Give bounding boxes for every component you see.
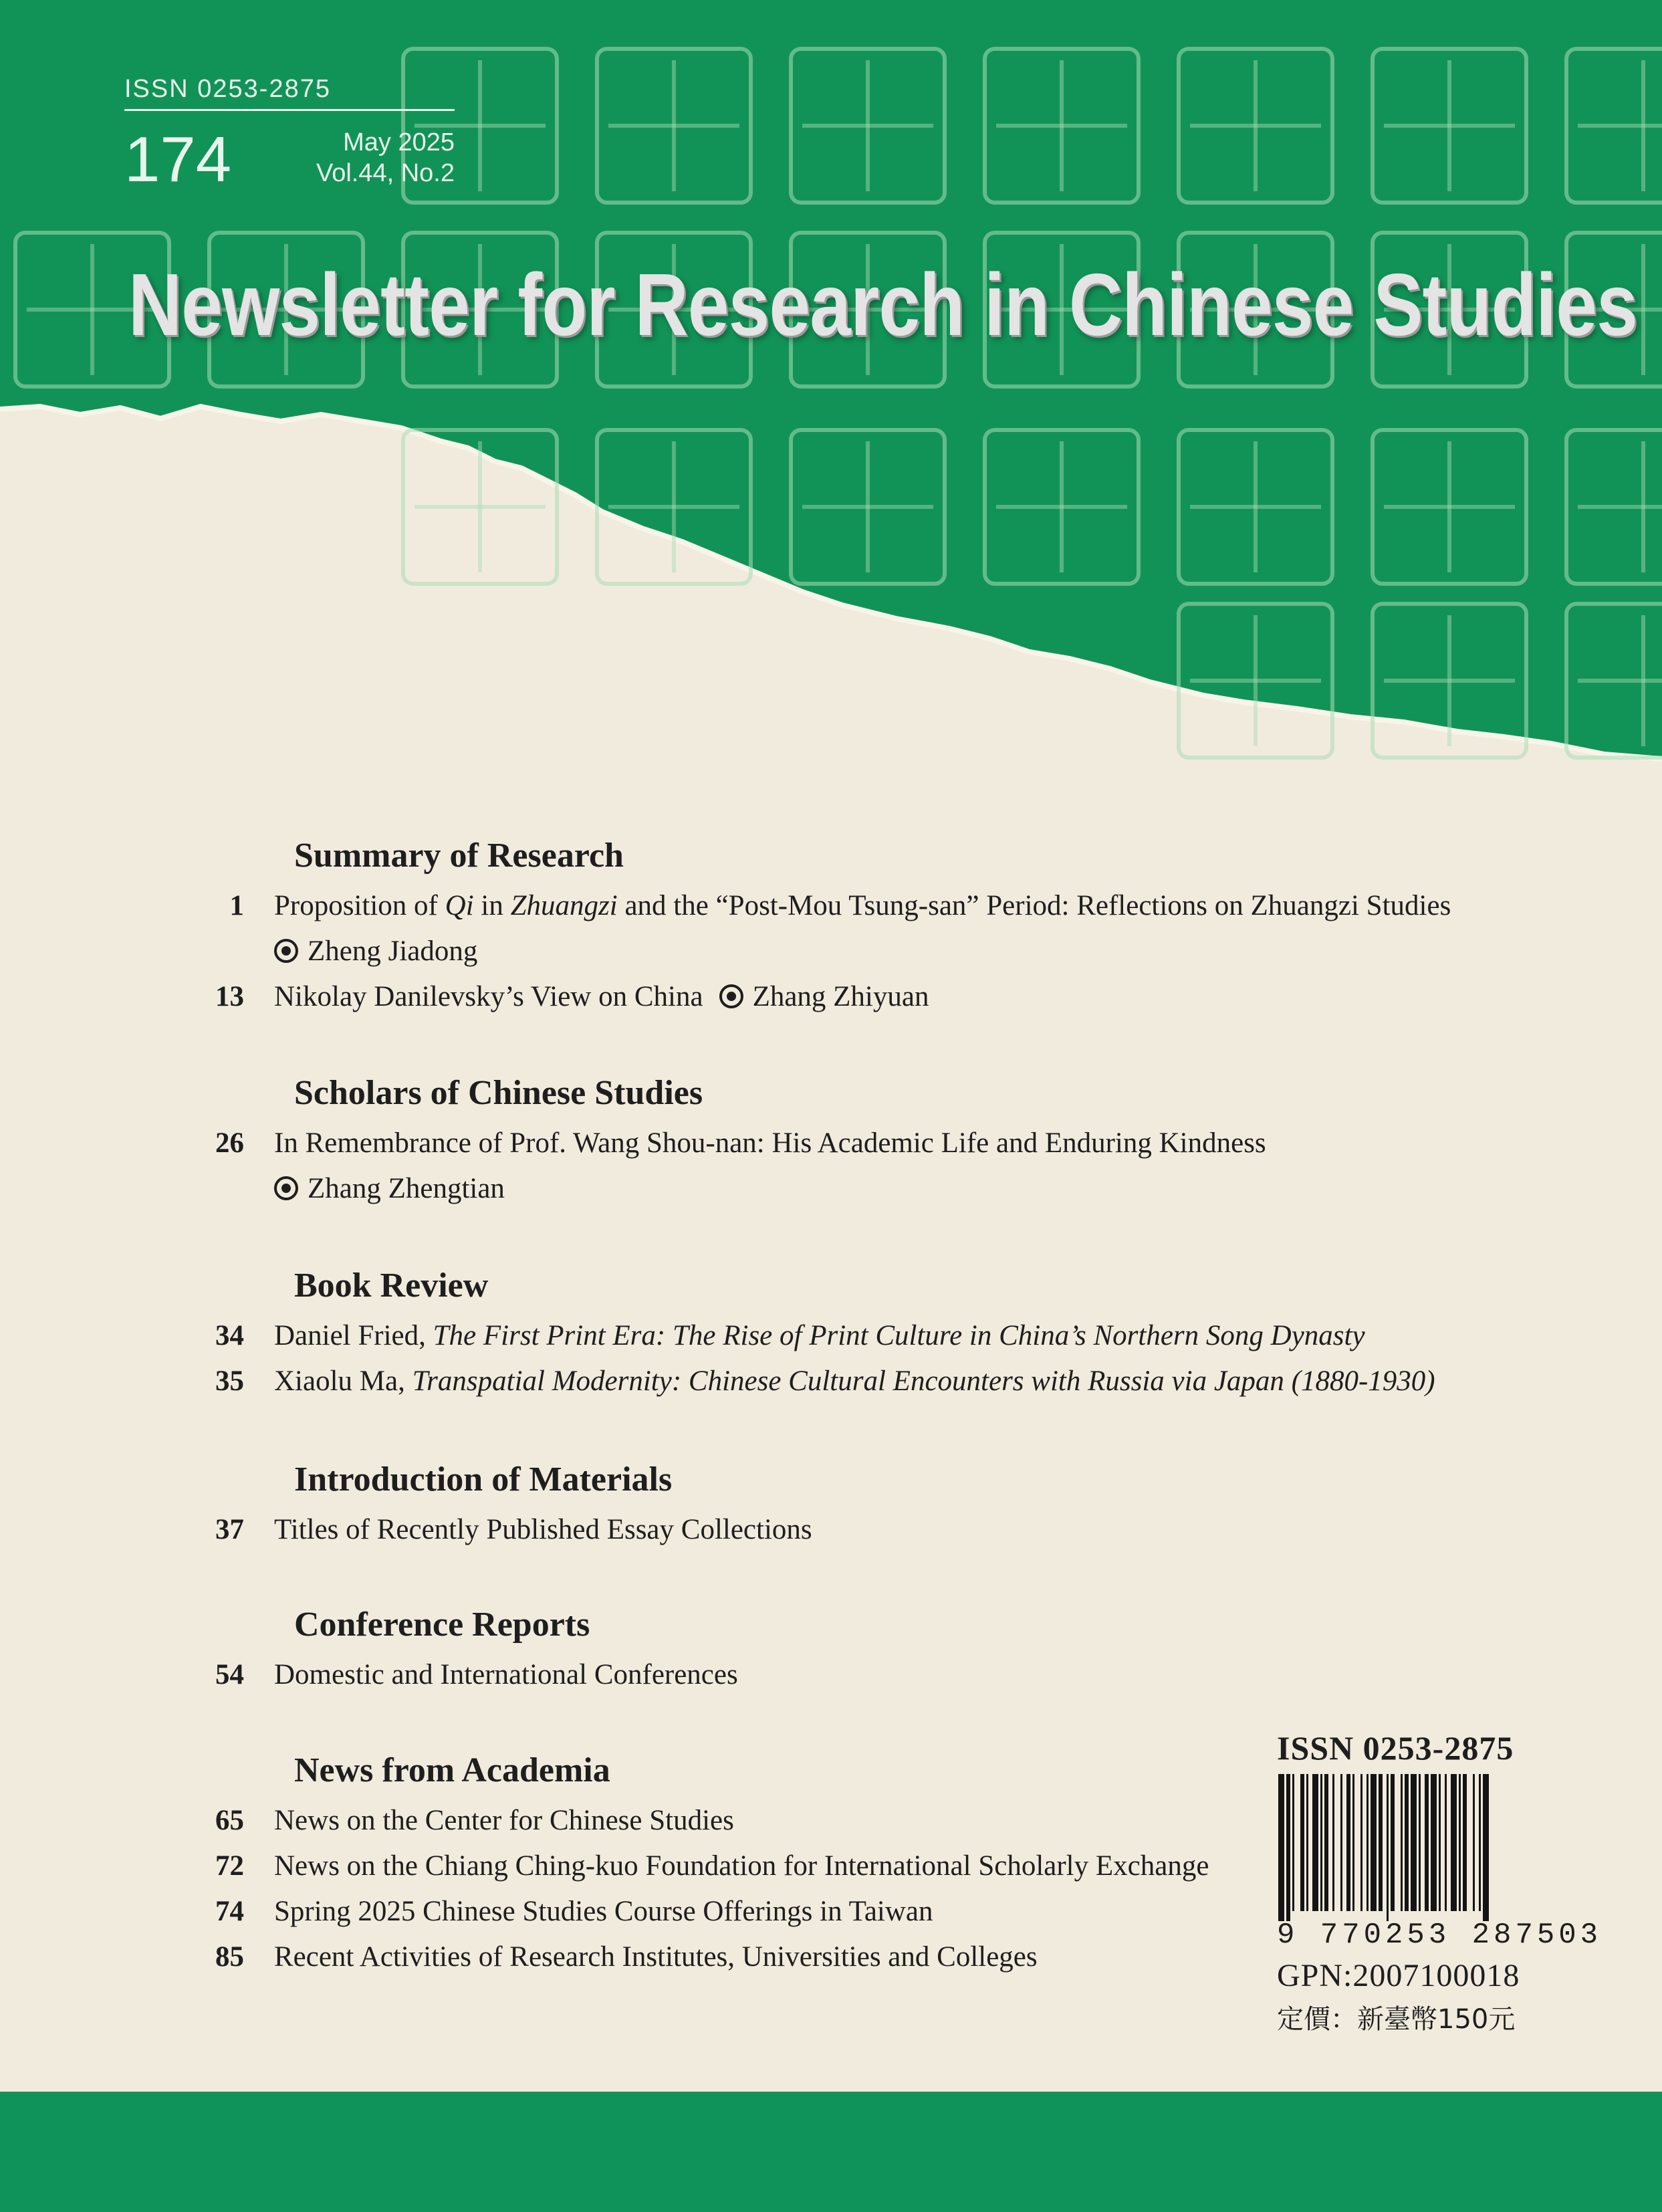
barcode-bar [1286, 1774, 1290, 1921]
page-number: 65 [215, 1805, 244, 1836]
issue-meta [124, 75, 455, 195]
seal-stamp-icon [1371, 47, 1528, 205]
page-number: 72 [215, 1850, 244, 1882]
entry-author [274, 935, 477, 968]
author-name: Zhang Zhengtian [308, 1173, 505, 1204]
barcode-bar [1300, 1774, 1304, 1911]
toc-entry[interactable] [167, 980, 929, 1013]
barcode-bar [1320, 1774, 1322, 1911]
barcode-bar [1360, 1774, 1362, 1911]
barcode-bar [1411, 1774, 1417, 1911]
barcode-bar [1401, 1774, 1403, 1911]
seal-stamp-icon [1177, 47, 1334, 205]
section-title: Book Review [294, 1266, 489, 1305]
toc-entry[interactable] [167, 1850, 1209, 1882]
barcode-bar [1473, 1774, 1475, 1911]
entry-title: In Remembrance of Prof. Wang Shou-nan: His Academic Life and Enduring Kindness [274, 1127, 1266, 1159]
barcode-bar [1312, 1774, 1318, 1911]
barcode-bar [1387, 1774, 1389, 1921]
page-number: 1 [229, 890, 244, 921]
page-number: 54 [215, 1659, 244, 1690]
barcode-bar [1445, 1774, 1447, 1911]
barcode-bar [1332, 1774, 1334, 1911]
entry-title: Nikolay Danilevsky’s View on China Zhang Zhiyuan [274, 981, 929, 1012]
seal-stamp-icon [1564, 428, 1662, 586]
seal-stamp-icon [789, 428, 947, 586]
page-number: 37 [215, 1514, 244, 1545]
barcode-bar [1292, 1774, 1294, 1911]
seal-stamp-icon [1177, 602, 1334, 760]
toc-entry[interactable] [167, 1319, 1365, 1352]
barcode-bar [1379, 1774, 1383, 1911]
entry-title: Titles of Recently Published Essay Collections [274, 1514, 812, 1545]
barcode-bar [1405, 1774, 1409, 1911]
author-bullet-icon [719, 984, 743, 1008]
toc-entry[interactable] [167, 1365, 1435, 1398]
seal-stamp-icon [1564, 602, 1662, 760]
seal-stamp-icon [595, 428, 753, 586]
entry-title: Spring 2025 Chinese Studies Course Offerings in Taiwan [274, 1896, 933, 1927]
barcode-block [1277, 1729, 1602, 2036]
entry-author [274, 1172, 505, 1205]
barcode-bar [1425, 1774, 1429, 1911]
barcode-bar [1431, 1774, 1437, 1911]
barcode-bar [1419, 1774, 1421, 1911]
barcode-bar [1459, 1774, 1461, 1911]
issue-date: May 2025 [343, 128, 455, 156]
page-number: 35 [215, 1365, 244, 1397]
barcode-bar [1324, 1774, 1328, 1911]
barcode-digits: 9 770253 287503 [1277, 1918, 1602, 1952]
seal-stamp-icon [983, 47, 1141, 205]
issue-volume: Vol.44, No.2 [316, 159, 455, 187]
issn-bottom: ISSN 0253-2875 [1277, 1729, 1514, 1767]
seal-stamp-icon [595, 47, 753, 205]
seal-stamp-icon [1371, 602, 1528, 760]
footer-band [0, 2092, 1662, 2212]
toc-entry[interactable] [167, 889, 1451, 922]
toc-entry[interactable] [167, 1513, 812, 1546]
barcode-bar [1367, 1774, 1369, 1911]
toc-entry[interactable] [167, 1941, 1038, 1973]
section-title: Summary of Research [294, 837, 624, 875]
barcode-bar [1352, 1774, 1354, 1911]
toc-entry[interactable] [167, 1127, 1266, 1159]
entry-title: News on the Center for Chinese Studies [274, 1805, 734, 1836]
author-name: Zheng Jiadong [308, 935, 478, 967]
entry-title: Daniel Fried, The First Print Era: The Rise of Print Culture in China’s Northern Song Dynasty [274, 1320, 1365, 1351]
barcode-bar [1391, 1774, 1395, 1911]
barcode-image [1277, 1774, 1551, 1921]
page-number: 85 [215, 1941, 244, 1973]
toc-entry[interactable] [167, 1804, 734, 1837]
page-number: 26 [215, 1127, 244, 1159]
issue-number: 174 [124, 124, 232, 195]
barcode-bar [1463, 1774, 1467, 1911]
entry-title: Domestic and International Conferences [274, 1659, 738, 1690]
seal-stamp-icon [983, 428, 1141, 586]
header-band [0, 0, 1662, 769]
issn-top: ISSN 0253-2875 [124, 75, 455, 111]
author-name: Zhang Zhiyuan [752, 981, 929, 1012]
seal-stamp-icon [401, 428, 559, 586]
author-bullet-icon [274, 939, 298, 963]
seal-stamp-icon [1177, 428, 1334, 586]
barcode-bar [1371, 1774, 1377, 1911]
entry-title: Proposition of Qi in Zhuangzi and the “Post-Mou Tsung-san” Period: Reflections on Zhuangzi Studies [274, 890, 1451, 921]
author-bullet-icon [274, 1176, 298, 1200]
entry-title: Xiaolu Ma, Transpatial Modernity: Chinese Cultural Encounters with Russia via Japan (1880-1930) [274, 1365, 1435, 1397]
journal-title: Newsletter for Research in Chinese Studies [128, 255, 1637, 354]
entry-author [719, 981, 929, 1012]
seal-stamp-icon [1564, 47, 1662, 205]
barcode-bar [1278, 1774, 1284, 1921]
barcode-bar [1479, 1774, 1481, 1911]
barcode-bar [1306, 1774, 1308, 1911]
section-title: News from Academia [294, 1751, 610, 1789]
seal-stamp-icon [1371, 428, 1528, 586]
barcode-bar [1346, 1774, 1350, 1911]
page-number: 74 [215, 1896, 244, 1927]
gpn: GPN:2007100018 [1277, 1958, 1520, 1993]
barcode-bar [1439, 1774, 1441, 1911]
seal-stamp-icon [789, 47, 947, 205]
entry-title: News on the Chiang Ching-kuo Foundation for International Scholarly Exchange [274, 1850, 1209, 1882]
page-number: 13 [215, 981, 244, 1012]
section-title: Conference Reports [294, 1606, 590, 1644]
page-number: 34 [215, 1320, 244, 1351]
section-title: Introduction of Materials [294, 1460, 673, 1499]
entry-title: Recent Activities of Research Institutes, Universities and Colleges [274, 1941, 1038, 1973]
barcode-bar [1483, 1774, 1489, 1921]
issue-date-volume [316, 127, 455, 189]
toc-entry[interactable] [167, 1658, 738, 1691]
price: 定價：新臺幣150元 [1277, 2004, 1516, 2035]
toc-entry[interactable] [167, 1895, 933, 1928]
barcode-bar [1451, 1774, 1457, 1911]
barcode-bar [1340, 1774, 1342, 1911]
section-title: Scholars of Chinese Studies [294, 1074, 703, 1112]
